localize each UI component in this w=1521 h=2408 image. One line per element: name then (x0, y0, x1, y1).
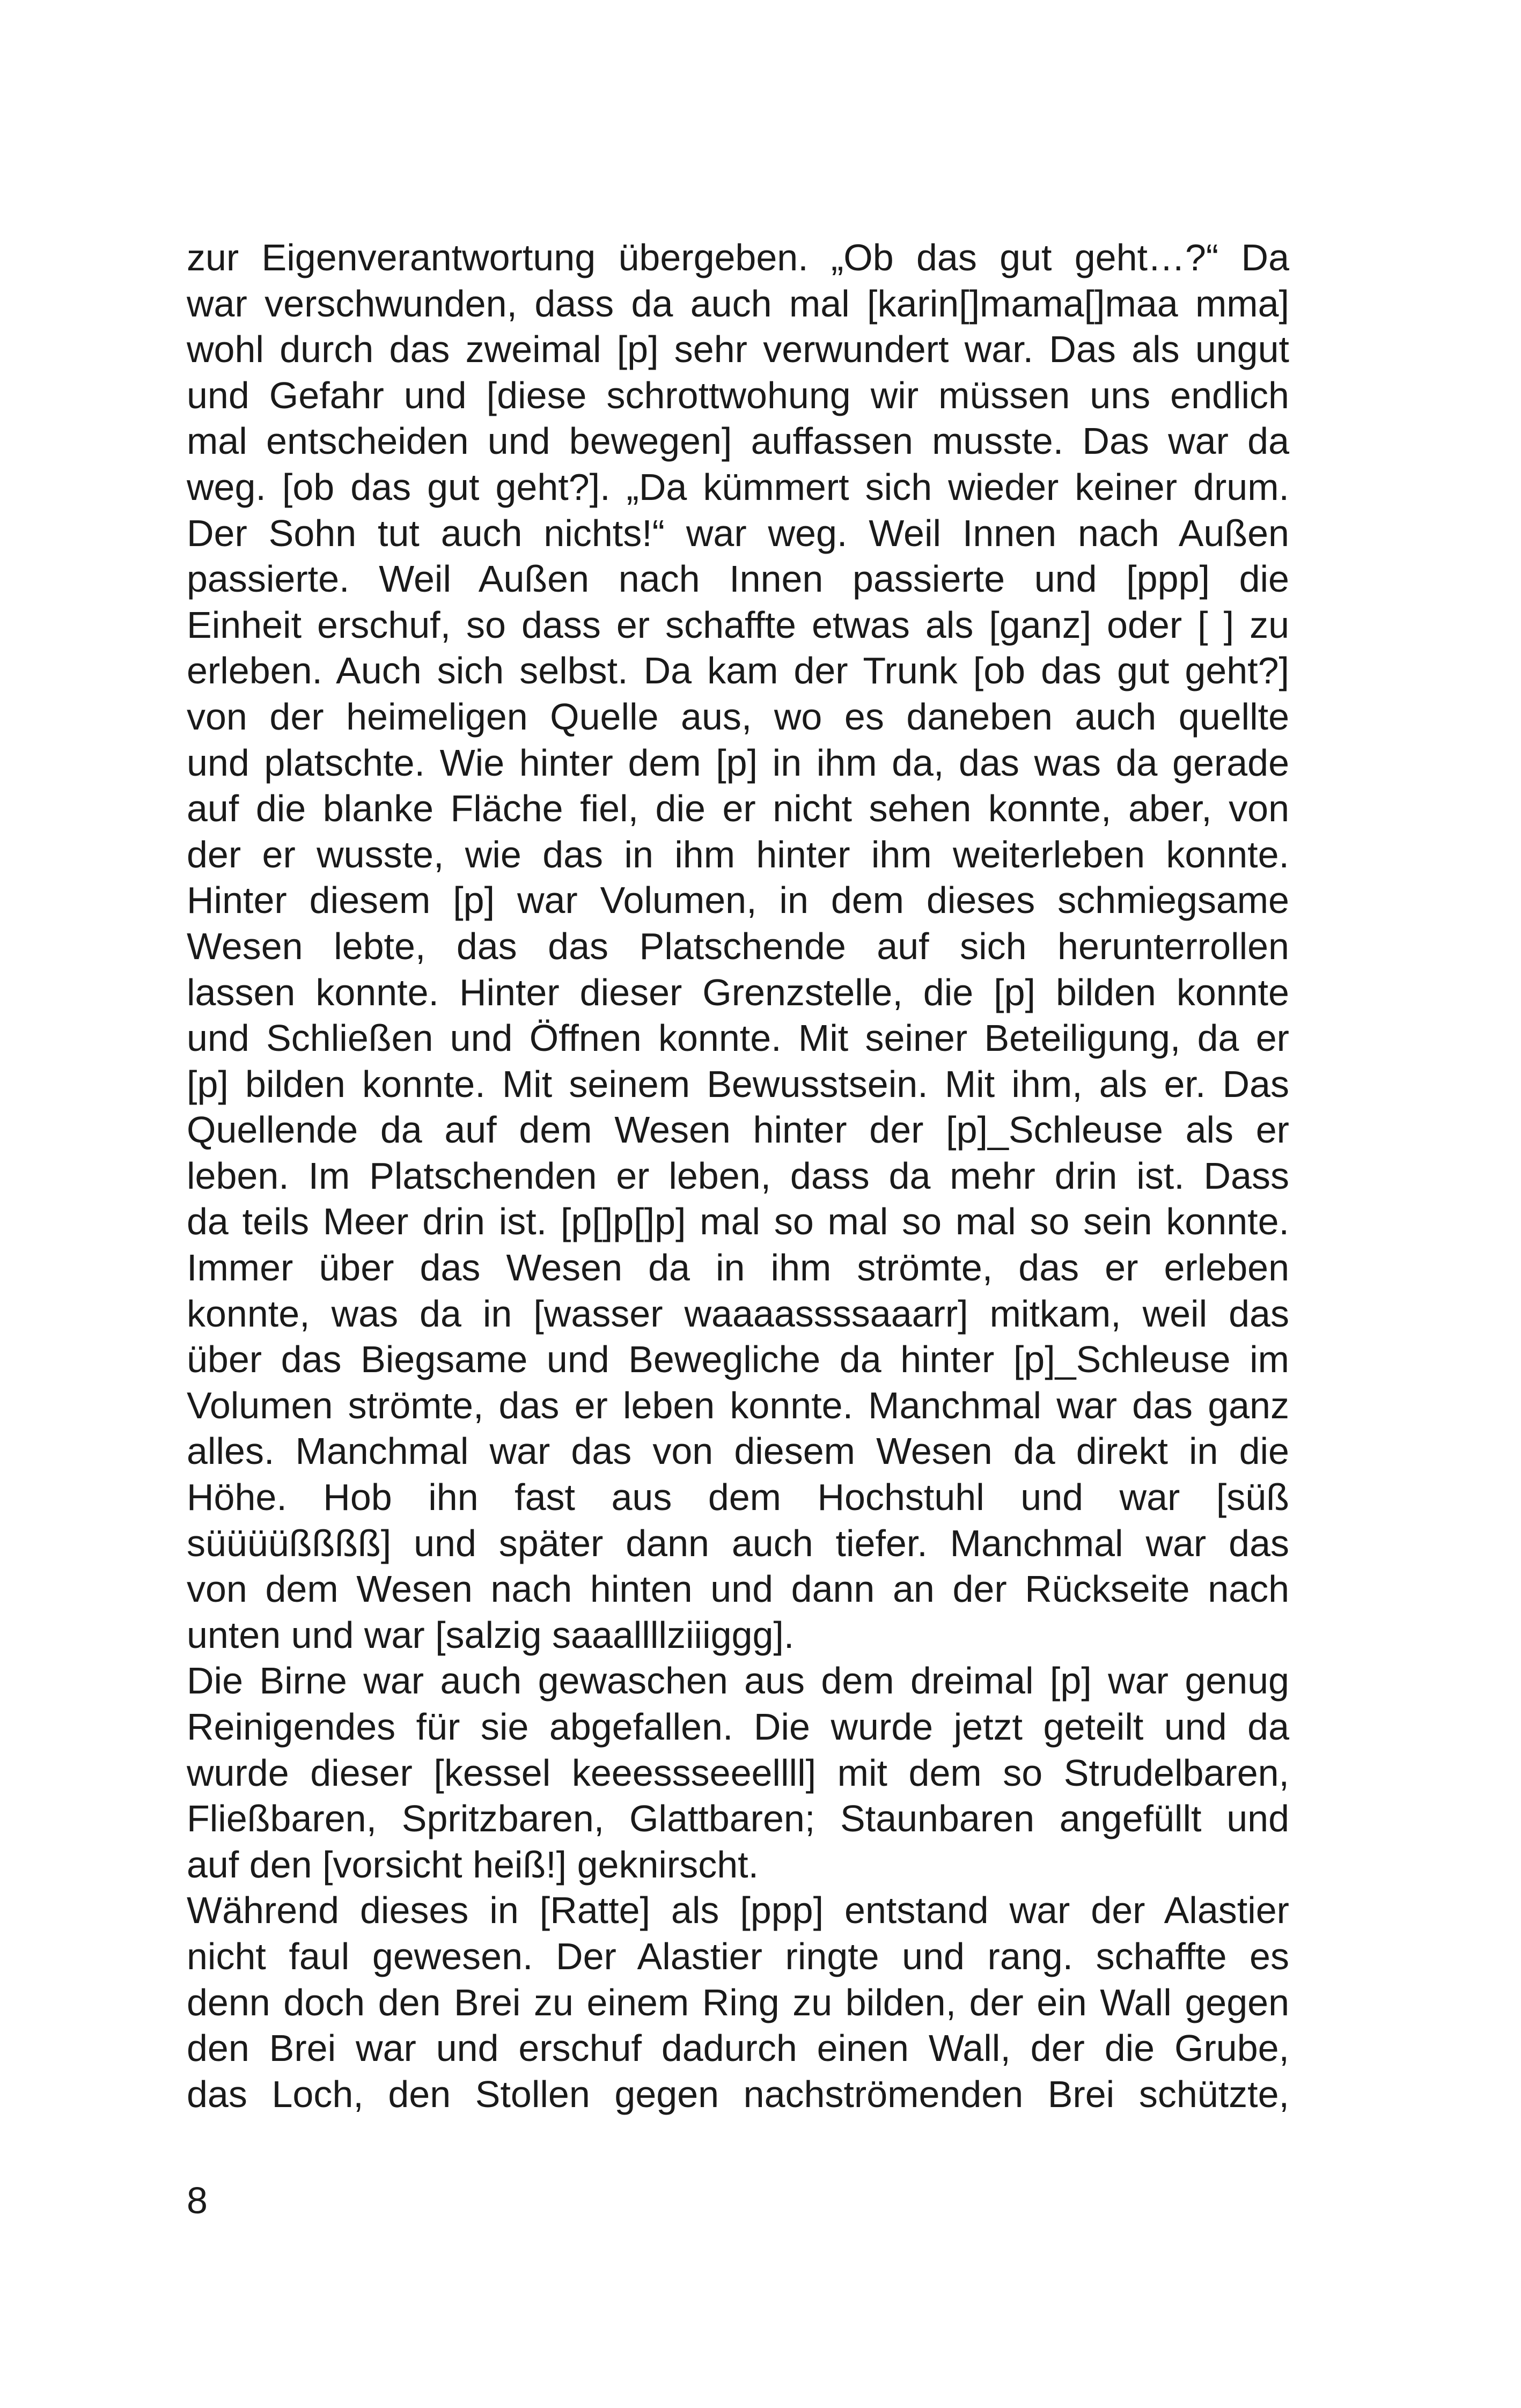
text-line: von dem Wesen nach hinten und dann an der Rückseite nach (187, 1568, 1289, 1610)
text-line: Einheit erschuf, so dass er schaffte etwas als [ganz] oder [ ] zu (187, 603, 1289, 646)
text-line: Immer über das Wesen da in ihm strömte, das er erleben (187, 1247, 1289, 1289)
text-line: da teils Meer drin ist. [p[]p[]p] mal so mal so mal so sein konnte. (187, 1201, 1289, 1243)
body-text (187, 235, 1289, 2117)
text-line: von der heimeligen Quelle aus, wo es daneben auch quellte (187, 695, 1289, 738)
text-line: zur Eigenverantwortung übergeben. „Ob das gut geht…?“ Da (187, 237, 1289, 278)
text-line: lassen konnte. Hinter dieser Grenzstelle, die [p] bilden konnte (187, 971, 1289, 1013)
text-line: und Schließen und Öffnen konnte. Mit seiner Beteiligung, da er (187, 1017, 1289, 1059)
text-line: auf den [vorsicht heiß!] geknirscht. (187, 1843, 759, 1886)
text-line: süüüüßßßß] und später dann auch tiefer. Manchmal war das (187, 1522, 1289, 1564)
text-line: das Loch, den Stollen gegen nachströmenden Brei schützte, (187, 2073, 1289, 2115)
text-line: Während dieses in [Ratte] als [ppp] entstand war der Alastier (187, 1889, 1289, 1932)
text-line: [p] bilden konnte. Mit seinem Bewusstsein. Mit ihm, als er. Das (187, 1063, 1289, 1105)
text-line: Volumen strömte, das er leben konnte. Manchmal war das ganz (187, 1384, 1289, 1426)
text-line: konnte, was da in [wasser waaaassssaaarr] mitkam, weil das (187, 1292, 1289, 1335)
text-line: nicht faul gewesen. Der Alastier ringte und rang. schaffte es (187, 1935, 1289, 1977)
text-line: Reinigendes für sie abgefallen. Die wurde jetzt geteilt und da (187, 1706, 1289, 1748)
text-line: leben. Im Platschenden er leben, dass da mehr drin ist. Dass (187, 1154, 1289, 1197)
text-line: alles. Manchmal war das von diesem Wesen da direkt in die (187, 1430, 1289, 1472)
text-line: Der Sohn tut auch nichts!“ war weg. Weil Innen nach Außen (187, 512, 1289, 554)
text-line: der er wusste, wie das in ihm hinter ihm weiterleben konnte. (187, 833, 1289, 875)
text-line: Wesen lebte, das das Platschende auf sich herunterrollen (187, 925, 1289, 967)
text-line: wurde dieser [kessel keeessseeellll] mit dem so Strudelbaren, (187, 1751, 1289, 1794)
text-line: und Gefahr und [diese schrottwohung wir müssen uns endlich (187, 374, 1289, 416)
text-line: Hinter diesem [p] war Volumen, in dem dieses schmiegsame (187, 879, 1289, 922)
text-line: unten und war [salzig saaallllziiiggg]. (187, 1614, 795, 1656)
text-line: den Brei war und erschuf dadurch einen Wall, der die Grube, (187, 2027, 1289, 2070)
text-line: Die Birne war auch gewaschen aus dem dreimal [p] war genug (187, 1660, 1289, 1702)
text-line: Fließbaren, Spritzbaren, Glattbaren; Staunbaren angefüllt und (187, 1798, 1289, 1840)
text-line: erleben. Auch sich selbst. Da kam der Trunk [ob das gut geht?] (187, 650, 1289, 692)
text-line: über das Biegsame und Bewegliche da hinter [p]_Schleuse im (187, 1338, 1289, 1381)
text-line: denn doch den Brei zu einem Ring zu bilden, der ein Wall gegen (187, 1981, 1289, 2023)
text-line: wohl durch das zweimal [p] sehr verwundert war. Das als ungut (187, 328, 1289, 371)
text-line: und platschte. Wie hinter dem [p] in ihm da, das was da gerade (187, 741, 1289, 784)
text-line: Quellende da auf dem Wesen hinter der [p]_Schleuse als er (187, 1109, 1289, 1151)
text-line: war verschwunden, dass da auch mal [karin[]mama[]maa mma] (187, 282, 1289, 325)
text-line: passierte. Weil Außen nach Innen passierte und [ppp] die (187, 558, 1289, 600)
page-number: 8 (187, 2179, 208, 2221)
text-line: auf die blanke Fläche fiel, die er nicht sehen konnte, aber, von (187, 787, 1289, 830)
text-line: weg. [ob das gut geht?]. „Da kümmert sich wieder keiner drum. (187, 466, 1289, 508)
text-line: Höhe. Hob ihn fast aus dem Hochstuhl und war [süß (187, 1476, 1289, 1519)
text-line: mal entscheiden und bewegen] auffassen musste. Das war da (187, 420, 1289, 462)
